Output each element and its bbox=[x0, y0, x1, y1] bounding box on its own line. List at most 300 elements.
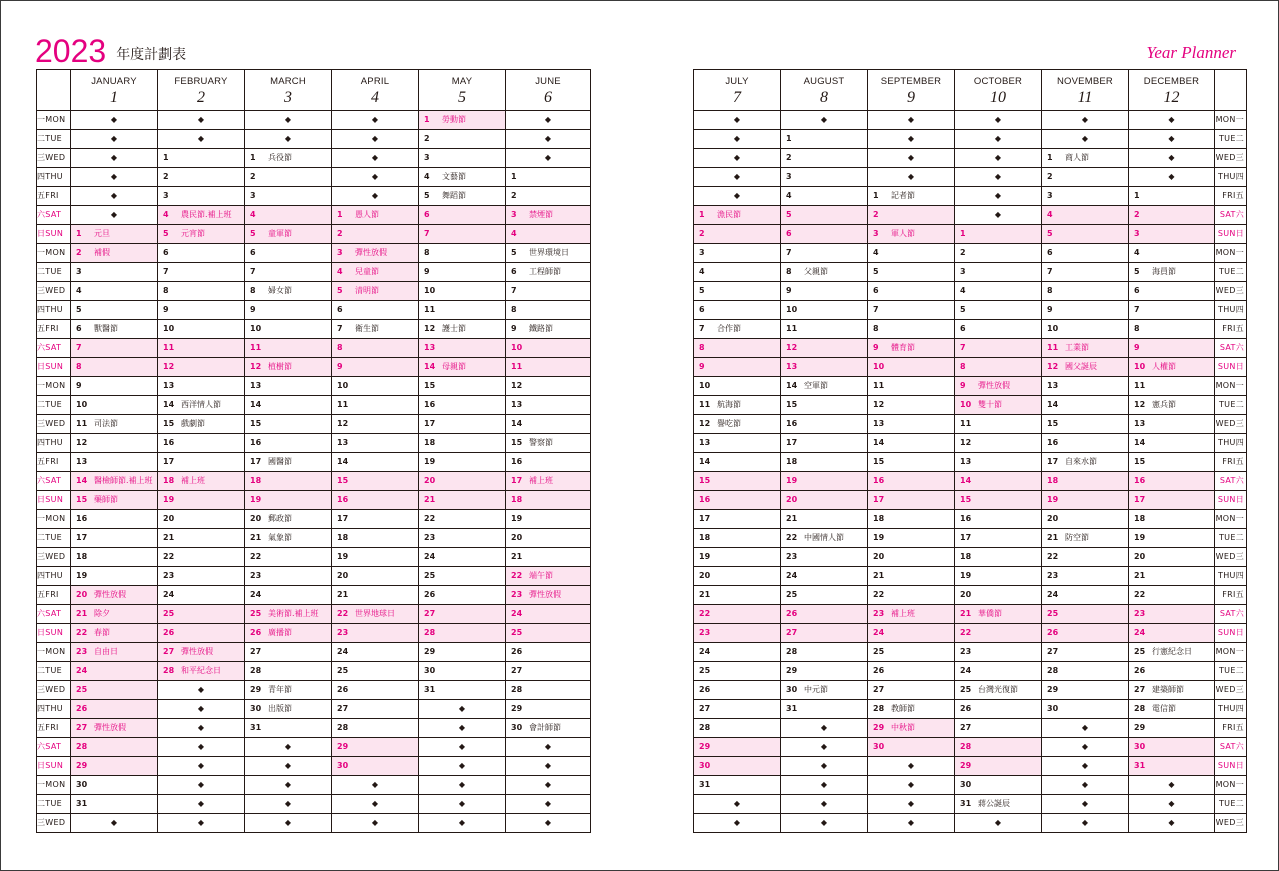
day-cell bbox=[694, 510, 781, 529]
weekday-label: SUN日 bbox=[1215, 757, 1247, 776]
week-row bbox=[694, 643, 1247, 662]
day-cell bbox=[868, 643, 955, 662]
weekday-label: 二TUE bbox=[37, 662, 71, 681]
day-number: 18 bbox=[1047, 476, 1059, 485]
day-number: 23 bbox=[76, 647, 88, 656]
day-cell bbox=[506, 301, 591, 320]
blank-day-cell: ◆ bbox=[158, 776, 245, 795]
blank-day-cell: ◆ bbox=[158, 719, 245, 738]
weekday-label: MON一 bbox=[1215, 643, 1247, 662]
blank-day-cell: ◆ bbox=[694, 187, 781, 206]
event-label: 司法節 bbox=[94, 419, 118, 428]
day-cell bbox=[1129, 719, 1215, 738]
day-cell bbox=[245, 529, 332, 548]
event-label: 兒童節 bbox=[355, 267, 379, 276]
day-number: 15 bbox=[960, 495, 972, 504]
week-row bbox=[694, 225, 1247, 244]
day-number: 31 bbox=[424, 685, 436, 694]
day-cell bbox=[1129, 681, 1215, 700]
week-row bbox=[37, 453, 591, 472]
day-cell bbox=[694, 605, 781, 624]
day-number: 5 bbox=[699, 286, 705, 295]
weekday-label: 二TUE bbox=[37, 130, 71, 149]
day-number: 6 bbox=[786, 229, 792, 238]
day-number: 2 bbox=[960, 248, 966, 257]
month-header-december bbox=[1129, 70, 1215, 111]
day-cell bbox=[158, 662, 245, 681]
week-row bbox=[694, 662, 1247, 681]
day-cell bbox=[781, 187, 868, 206]
day-number: 6 bbox=[873, 286, 879, 295]
blank-day-cell: ◆ bbox=[1129, 795, 1215, 814]
weekday-label: THU四 bbox=[1215, 567, 1247, 586]
day-number: 24 bbox=[424, 552, 436, 561]
weekday-label: 日SUN bbox=[37, 225, 71, 244]
event-label: 體育節 bbox=[891, 343, 915, 352]
day-cell bbox=[506, 624, 591, 643]
day-number: 22 bbox=[960, 628, 972, 637]
day-cell bbox=[781, 320, 868, 339]
day-cell bbox=[245, 624, 332, 643]
week-row bbox=[694, 434, 1247, 453]
day-cell bbox=[506, 339, 591, 358]
weekday-label: 六SAT bbox=[37, 472, 71, 491]
blank-day-cell: ◆ bbox=[332, 814, 419, 833]
day-cell bbox=[245, 168, 332, 187]
day-cell bbox=[955, 529, 1042, 548]
event-label: 電信節 bbox=[1152, 704, 1176, 713]
day-cell bbox=[332, 624, 419, 643]
day-cell bbox=[1042, 263, 1129, 282]
blank-day-cell: ◆ bbox=[868, 149, 955, 168]
day-cell bbox=[868, 738, 955, 757]
event-label: 自由日 bbox=[94, 647, 118, 656]
day-number: 6 bbox=[511, 267, 517, 276]
day-cell bbox=[245, 548, 332, 567]
blank-day-cell: ◆ bbox=[1042, 719, 1129, 738]
event-label: 台灣光復節 bbox=[978, 685, 1018, 694]
day-cell bbox=[868, 529, 955, 548]
week-row bbox=[37, 225, 591, 244]
day-cell bbox=[245, 377, 332, 396]
weekday-label: 五FRI bbox=[37, 320, 71, 339]
day-number: 24 bbox=[1134, 628, 1146, 637]
day-number: 20 bbox=[511, 533, 523, 542]
day-cell bbox=[419, 434, 506, 453]
blank-day-cell: ◆ bbox=[694, 168, 781, 187]
day-cell bbox=[419, 491, 506, 510]
week-row bbox=[694, 491, 1247, 510]
day-number: 1 bbox=[76, 229, 82, 238]
day-cell bbox=[781, 282, 868, 301]
day-cell bbox=[955, 719, 1042, 738]
day-cell bbox=[245, 225, 332, 244]
day-number: 22 bbox=[511, 571, 523, 580]
day-number: 29 bbox=[511, 704, 523, 713]
day-number: 13 bbox=[699, 438, 711, 447]
blank-day-cell: ◆ bbox=[868, 776, 955, 795]
day-number: 1 bbox=[163, 153, 169, 162]
day-cell bbox=[694, 396, 781, 415]
month-header-january bbox=[71, 70, 158, 111]
day-cell bbox=[781, 415, 868, 434]
event-label: 和平紀念日 bbox=[181, 666, 221, 675]
day-cell bbox=[419, 567, 506, 586]
month-number: 8 bbox=[820, 89, 828, 106]
day-cell bbox=[71, 719, 158, 738]
blank-day-cell: ◆ bbox=[71, 206, 158, 225]
day-number: 7 bbox=[873, 305, 879, 314]
day-cell bbox=[781, 662, 868, 681]
day-cell bbox=[245, 149, 332, 168]
day-cell bbox=[868, 358, 955, 377]
month-name: OCTOBER bbox=[973, 76, 1023, 87]
day-number: 1 bbox=[511, 172, 517, 181]
blank-day-cell: ◆ bbox=[245, 814, 332, 833]
day-cell bbox=[694, 472, 781, 491]
day-cell bbox=[506, 643, 591, 662]
week-row bbox=[37, 377, 591, 396]
day-cell bbox=[1129, 225, 1215, 244]
day-number: 23 bbox=[786, 552, 798, 561]
day-number: 19 bbox=[511, 514, 523, 523]
weekday-label: 三WED bbox=[37, 415, 71, 434]
day-number: 19 bbox=[424, 457, 436, 466]
event-label: 記者節 bbox=[891, 191, 915, 200]
weekday-label: 二TUE bbox=[37, 396, 71, 415]
weekday-label: 日SUN bbox=[37, 358, 71, 377]
day-cell bbox=[781, 434, 868, 453]
day-number: 18 bbox=[699, 533, 711, 542]
event-label: 青年節 bbox=[268, 685, 292, 694]
day-number: 20 bbox=[250, 514, 262, 523]
day-cell bbox=[955, 301, 1042, 320]
event-label: 漁民節 bbox=[717, 210, 741, 219]
day-cell bbox=[1042, 567, 1129, 586]
day-number: 11 bbox=[960, 419, 972, 428]
blank-day-cell: ◆ bbox=[332, 795, 419, 814]
day-cell bbox=[955, 795, 1042, 814]
event-label: 憲兵節 bbox=[1152, 400, 1176, 409]
day-cell bbox=[71, 244, 158, 263]
day-number: 9 bbox=[424, 267, 430, 276]
day-cell bbox=[1042, 358, 1129, 377]
blank-day-cell: ◆ bbox=[868, 757, 955, 776]
day-cell bbox=[955, 567, 1042, 586]
day-cell bbox=[781, 529, 868, 548]
day-cell bbox=[868, 282, 955, 301]
day-number: 3 bbox=[1047, 191, 1053, 200]
blank-day-cell: ◆ bbox=[694, 111, 781, 130]
event-label: 工業節 bbox=[1065, 343, 1089, 352]
week-row bbox=[37, 472, 591, 491]
day-cell bbox=[332, 339, 419, 358]
day-cell bbox=[506, 434, 591, 453]
weekday-label: 日SUN bbox=[37, 624, 71, 643]
day-cell bbox=[506, 320, 591, 339]
day-number: 17 bbox=[1134, 495, 1146, 504]
month-name: JANUARY bbox=[91, 76, 137, 87]
day-number: 17 bbox=[250, 457, 262, 466]
weekday-label: SUN日 bbox=[1215, 225, 1247, 244]
day-number: 28 bbox=[424, 628, 436, 637]
day-cell bbox=[868, 510, 955, 529]
day-number: 13 bbox=[424, 343, 436, 352]
day-number: 28 bbox=[337, 723, 349, 732]
month-header-june bbox=[506, 70, 591, 111]
day-cell bbox=[245, 282, 332, 301]
day-cell bbox=[955, 434, 1042, 453]
blank-day-cell: ◆ bbox=[506, 814, 591, 833]
day-number: 28 bbox=[511, 685, 523, 694]
blank-day-cell: ◆ bbox=[694, 130, 781, 149]
day-number: 17 bbox=[76, 533, 88, 542]
blank-day-cell: ◆ bbox=[1129, 814, 1215, 833]
day-number: 5 bbox=[337, 286, 343, 295]
day-cell bbox=[158, 282, 245, 301]
weekday-label: THU四 bbox=[1215, 434, 1247, 453]
day-number: 19 bbox=[873, 533, 885, 542]
day-number: 1 bbox=[1134, 191, 1140, 200]
day-number: 12 bbox=[699, 419, 711, 428]
day-cell bbox=[332, 491, 419, 510]
event-label: 彈性放假 bbox=[181, 647, 213, 656]
day-number: 11 bbox=[699, 400, 711, 409]
day-number: 9 bbox=[786, 286, 792, 295]
day-cell bbox=[332, 719, 419, 738]
day-number: 10 bbox=[1134, 362, 1146, 371]
day-cell bbox=[506, 586, 591, 605]
week-row bbox=[694, 814, 1247, 833]
day-cell bbox=[158, 624, 245, 643]
day-cell bbox=[1042, 301, 1129, 320]
day-cell bbox=[955, 491, 1042, 510]
week-row bbox=[37, 149, 591, 168]
weekday-label: MON一 bbox=[1215, 377, 1247, 396]
day-cell bbox=[332, 567, 419, 586]
week-row bbox=[694, 149, 1247, 168]
day-number: 6 bbox=[424, 210, 430, 219]
day-number: 7 bbox=[699, 324, 705, 333]
day-cell bbox=[868, 301, 955, 320]
day-number: 22 bbox=[163, 552, 175, 561]
day-cell bbox=[332, 282, 419, 301]
day-number: 2 bbox=[163, 172, 169, 181]
week-row bbox=[37, 434, 591, 453]
day-number: 16 bbox=[699, 495, 711, 504]
day-cell bbox=[506, 377, 591, 396]
day-number: 30 bbox=[873, 742, 885, 751]
day-number: 3 bbox=[960, 267, 966, 276]
blank-day-cell: ◆ bbox=[1042, 130, 1129, 149]
blank-day-cell: ◆ bbox=[1129, 776, 1215, 795]
day-cell bbox=[158, 415, 245, 434]
event-label: 藥師節 bbox=[94, 495, 118, 504]
blank-day-cell: ◆ bbox=[506, 130, 591, 149]
day-number: 7 bbox=[1047, 267, 1053, 276]
blank-day-cell: ◆ bbox=[419, 738, 506, 757]
day-cell bbox=[158, 301, 245, 320]
day-cell bbox=[781, 567, 868, 586]
day-cell bbox=[868, 567, 955, 586]
week-row bbox=[37, 263, 591, 282]
day-cell bbox=[694, 453, 781, 472]
day-number: 18 bbox=[1134, 514, 1146, 523]
day-cell bbox=[245, 453, 332, 472]
day-number: 28 bbox=[163, 666, 175, 675]
month-number: 6 bbox=[544, 89, 552, 106]
weekday-label: 六SAT bbox=[37, 339, 71, 358]
day-cell bbox=[1042, 149, 1129, 168]
event-label: 元宵節 bbox=[181, 229, 205, 238]
day-cell bbox=[955, 263, 1042, 282]
day-cell bbox=[694, 320, 781, 339]
day-cell bbox=[419, 339, 506, 358]
blank-day-cell: ◆ bbox=[158, 738, 245, 757]
day-cell bbox=[332, 415, 419, 434]
event-label: 獸醫節 bbox=[94, 324, 118, 333]
day-number: 13 bbox=[873, 419, 885, 428]
day-number: 17 bbox=[960, 533, 972, 542]
day-number: 28 bbox=[960, 742, 972, 751]
week-row bbox=[37, 548, 591, 567]
blank-day-cell: ◆ bbox=[781, 776, 868, 795]
day-number: 24 bbox=[76, 666, 88, 675]
day-cell bbox=[1129, 510, 1215, 529]
day-number: 22 bbox=[873, 590, 885, 599]
day-number: 12 bbox=[337, 419, 349, 428]
day-number: 28 bbox=[699, 723, 711, 732]
day-cell bbox=[781, 586, 868, 605]
day-cell bbox=[1042, 529, 1129, 548]
day-number: 5 bbox=[1047, 229, 1053, 238]
day-cell bbox=[781, 358, 868, 377]
day-number: 15 bbox=[511, 438, 523, 447]
weekday-label: MON一 bbox=[1215, 111, 1247, 130]
week-row bbox=[37, 681, 591, 700]
event-label: 合作節 bbox=[717, 324, 741, 333]
day-number: 6 bbox=[960, 324, 966, 333]
day-number: 15 bbox=[1047, 419, 1059, 428]
day-cell bbox=[1129, 643, 1215, 662]
weekday-label: FRI五 bbox=[1215, 453, 1247, 472]
event-label: 清明節 bbox=[355, 286, 379, 295]
blank-day-cell: ◆ bbox=[419, 795, 506, 814]
day-number: 26 bbox=[76, 704, 88, 713]
month-header-july bbox=[694, 70, 781, 111]
day-number: 13 bbox=[163, 381, 175, 390]
day-cell bbox=[1042, 339, 1129, 358]
day-number: 1 bbox=[873, 191, 879, 200]
blank-day-cell: ◆ bbox=[158, 795, 245, 814]
calendar-right bbox=[693, 69, 1247, 833]
week-row bbox=[37, 776, 591, 795]
month-header-august bbox=[781, 70, 868, 111]
day-number: 28 bbox=[786, 647, 798, 656]
day-number: 7 bbox=[1134, 305, 1140, 314]
blank-day-cell: ◆ bbox=[245, 757, 332, 776]
day-number: 19 bbox=[337, 552, 349, 561]
day-number: 8 bbox=[163, 286, 169, 295]
blank-day-cell: ◆ bbox=[1042, 111, 1129, 130]
day-cell bbox=[868, 624, 955, 643]
blank-day-cell: ◆ bbox=[781, 111, 868, 130]
weekday-label: 四THU bbox=[37, 168, 71, 187]
day-number: 2 bbox=[250, 172, 256, 181]
day-number: 26 bbox=[873, 666, 885, 675]
week-row bbox=[37, 415, 591, 434]
day-cell bbox=[71, 757, 158, 776]
day-cell bbox=[419, 453, 506, 472]
day-number: 18 bbox=[873, 514, 885, 523]
day-number: 8 bbox=[960, 362, 966, 371]
weekday-label: SAT六 bbox=[1215, 605, 1247, 624]
day-number: 24 bbox=[960, 666, 972, 675]
day-number: 7 bbox=[786, 248, 792, 257]
day-number: 18 bbox=[250, 476, 262, 485]
day-cell bbox=[71, 776, 158, 795]
day-number: 28 bbox=[1134, 704, 1146, 713]
year-planner-title: Year Planner bbox=[1146, 43, 1236, 62]
blank-day-cell: ◆ bbox=[1042, 776, 1129, 795]
day-number: 25 bbox=[76, 685, 88, 694]
day-number: 14 bbox=[699, 457, 711, 466]
day-number: 23 bbox=[337, 628, 349, 637]
day-cell bbox=[332, 263, 419, 282]
event-label: 工程師節 bbox=[529, 267, 561, 276]
weekday-label: MON一 bbox=[1215, 244, 1247, 263]
day-number: 7 bbox=[76, 343, 82, 352]
day-cell bbox=[781, 643, 868, 662]
weekday-label: FRI五 bbox=[1215, 719, 1247, 738]
weekday-label: THU四 bbox=[1215, 301, 1247, 320]
month-name: JULY bbox=[725, 76, 749, 87]
day-cell bbox=[781, 301, 868, 320]
week-row bbox=[37, 168, 591, 187]
day-cell bbox=[781, 377, 868, 396]
day-cell bbox=[332, 320, 419, 339]
blank-day-cell: ◆ bbox=[955, 187, 1042, 206]
day-cell bbox=[868, 662, 955, 681]
day-number: 23 bbox=[873, 609, 885, 618]
day-cell bbox=[781, 700, 868, 719]
weekday-label: MON一 bbox=[1215, 776, 1247, 795]
day-number: 17 bbox=[337, 514, 349, 523]
day-cell bbox=[245, 605, 332, 624]
event-label: 建築師節 bbox=[1152, 685, 1184, 694]
day-cell bbox=[868, 206, 955, 225]
day-number: 16 bbox=[76, 514, 88, 523]
day-number: 9 bbox=[873, 343, 879, 352]
day-number: 27 bbox=[786, 628, 798, 637]
day-number: 25 bbox=[873, 647, 885, 656]
week-row bbox=[694, 320, 1247, 339]
event-label: 彈性放假 bbox=[355, 248, 387, 257]
day-number: 26 bbox=[1134, 666, 1146, 675]
day-cell bbox=[158, 472, 245, 491]
day-cell bbox=[506, 244, 591, 263]
month-header-september bbox=[868, 70, 955, 111]
day-number: 3 bbox=[699, 248, 705, 257]
day-number: 15 bbox=[786, 400, 798, 409]
weekday-header bbox=[37, 70, 71, 111]
week-row bbox=[694, 757, 1247, 776]
day-cell bbox=[332, 377, 419, 396]
day-cell bbox=[419, 643, 506, 662]
event-label: 農民節.補上班 bbox=[181, 210, 232, 219]
day-number: 16 bbox=[424, 400, 436, 409]
weekday-label: 一MON bbox=[37, 643, 71, 662]
